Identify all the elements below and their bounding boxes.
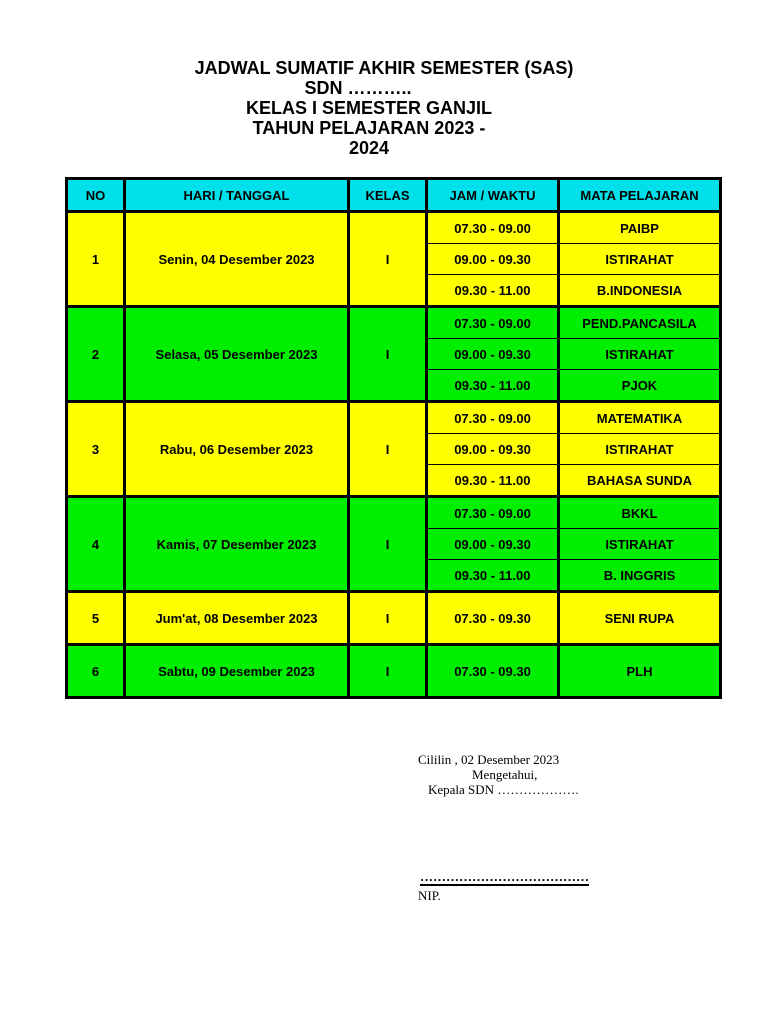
signature-name-line: ………………………………… xyxy=(420,869,589,884)
title-line-4: TAHUN PELAJARAN 2023 - xyxy=(252,118,486,138)
cell-subject: PEND.PANCASILA xyxy=(559,307,721,339)
cell-no: 4 xyxy=(67,497,125,592)
cell-no: 6 xyxy=(67,645,125,698)
header-no: NO xyxy=(67,179,125,212)
cell-time: 09.00 - 09.30 xyxy=(427,529,559,560)
signature-acknowledged: Mengetahui, xyxy=(472,767,538,782)
cell-class: I xyxy=(349,645,427,698)
cell-class: I xyxy=(349,307,427,402)
table-header-row xyxy=(67,179,721,212)
cell-no: 1 xyxy=(67,212,125,307)
cell-day: Sabtu, 09 Desember 2023 xyxy=(125,645,349,698)
cell-subject: BAHASA SUNDA xyxy=(559,465,721,497)
cell-time: 09.00 - 09.30 xyxy=(427,244,559,275)
header-subject: MATA PELAJARAN xyxy=(559,179,721,212)
cell-time: 07.30 - 09.00 xyxy=(427,307,559,339)
header-day: HARI / TANGGAL xyxy=(125,179,349,212)
cell-day: Kamis, 07 Desember 2023 xyxy=(125,497,349,592)
cell-time: 09.30 - 11.00 xyxy=(427,465,559,497)
cell-class: I xyxy=(349,212,427,307)
cell-time: 09.30 - 11.00 xyxy=(427,560,559,592)
cell-time: 09.00 - 09.30 xyxy=(427,339,559,370)
signature-place-date: Cililin , 02 Desember 2023 xyxy=(418,752,560,767)
table-row xyxy=(67,402,721,434)
cell-time: 09.30 - 11.00 xyxy=(427,275,559,307)
cell-subject: SENI RUPA xyxy=(559,592,721,645)
cell-time: 09.30 - 11.00 xyxy=(427,370,559,402)
cell-subject: ISTIRAHAT xyxy=(559,529,721,560)
cell-time: 07.30 - 09.00 xyxy=(427,497,559,529)
title-line-3: KELAS I SEMESTER GANJIL xyxy=(245,98,493,118)
table-row xyxy=(67,645,721,698)
schedule-table xyxy=(65,177,722,699)
cell-day: Jum'at, 08 Desember 2023 xyxy=(125,592,349,645)
document-title xyxy=(0,58,768,158)
cell-time: 07.30 - 09.00 xyxy=(427,212,559,244)
cell-subject: PJOK xyxy=(559,370,721,402)
cell-subject: B.INDONESIA xyxy=(559,275,721,307)
cell-subject: B. INGGRIS xyxy=(559,560,721,592)
cell-subject: PAIBP xyxy=(559,212,721,244)
cell-class: I xyxy=(349,592,427,645)
cell-subject: ISTIRAHAT xyxy=(559,434,721,465)
table-row xyxy=(67,497,721,529)
cell-subject: ISTIRAHAT xyxy=(559,244,721,275)
table-row xyxy=(67,307,721,339)
cell-no: 5 xyxy=(67,592,125,645)
cell-time: 09.00 - 09.30 xyxy=(427,434,559,465)
cell-class: I xyxy=(349,402,427,497)
cell-time: 07.30 - 09.30 xyxy=(427,592,559,645)
cell-subject: BKKL xyxy=(559,497,721,529)
cell-day: Senin, 04 Desember 2023 xyxy=(125,212,349,307)
schedule-body xyxy=(67,212,721,698)
cell-day: Rabu, 06 Desember 2023 xyxy=(125,402,349,497)
title-line-2: SDN ……….. xyxy=(304,78,412,98)
cell-no: 3 xyxy=(67,402,125,497)
signature-position: Kepala SDN ………………. xyxy=(428,782,579,797)
cell-subject: ISTIRAHAT xyxy=(559,339,721,370)
title-line-5: 2024 xyxy=(348,138,390,158)
table-row xyxy=(67,592,721,645)
cell-time: 07.30 - 09.30 xyxy=(427,645,559,698)
cell-subject: PLH xyxy=(559,645,721,698)
cell-time: 07.30 - 09.00 xyxy=(427,402,559,434)
title-line-1: JADWAL SUMATIF AKHIR SEMESTER (SAS) xyxy=(194,58,574,78)
table-row xyxy=(67,212,721,244)
cell-no: 2 xyxy=(67,307,125,402)
header-time: JAM / WAKTU xyxy=(427,179,559,212)
cell-class: I xyxy=(349,497,427,592)
signature-nip: NIP. xyxy=(418,888,441,903)
cell-subject: MATEMATIKA xyxy=(559,402,721,434)
header-class: KELAS xyxy=(349,179,427,212)
cell-day: Selasa, 05 Desember 2023 xyxy=(125,307,349,402)
